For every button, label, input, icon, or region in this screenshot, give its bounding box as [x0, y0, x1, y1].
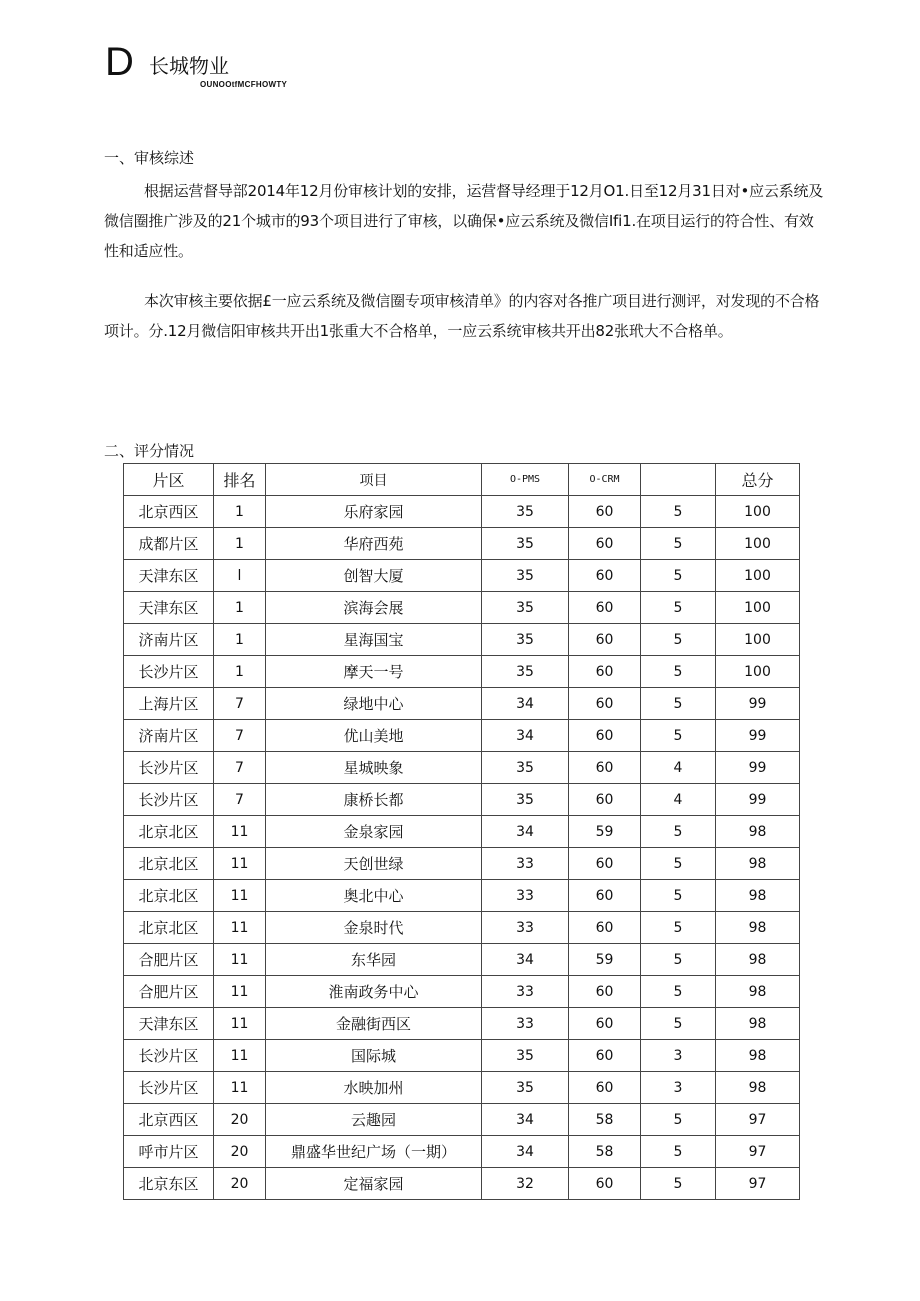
cell-project: 奥北中心 — [266, 880, 482, 912]
cell-area: 天津东区 — [124, 1008, 214, 1040]
table-header-row — [124, 464, 800, 496]
cell-opms: 35 — [482, 784, 569, 816]
cell-project: 东华园 — [266, 944, 482, 976]
cell-total: 98 — [716, 976, 800, 1008]
cell-total: 99 — [716, 720, 800, 752]
cell-extra: 4 — [641, 752, 716, 784]
cell-total: 98 — [716, 1008, 800, 1040]
table-row — [124, 1040, 800, 1072]
cell-total: 98 — [716, 880, 800, 912]
cell-rank: 11 — [214, 976, 266, 1008]
cell-total: 100 — [716, 560, 800, 592]
cell-total: 97 — [716, 1104, 800, 1136]
cell-ocrm: 60 — [569, 848, 641, 880]
cell-area: 济南片区 — [124, 720, 214, 752]
cell-opms: 34 — [482, 688, 569, 720]
cell-rank: 1 — [214, 656, 266, 688]
cell-ocrm: 60 — [569, 592, 641, 624]
cell-project: 绿地中心 — [266, 688, 482, 720]
table-body — [124, 496, 800, 1200]
cell-area: 长沙片区 — [124, 784, 214, 816]
cell-total: 100 — [716, 528, 800, 560]
company-subtitle: OUNOOtfMCFHOWTY — [200, 80, 288, 89]
header-total: 总分 — [716, 464, 800, 496]
cell-extra: 5 — [641, 816, 716, 848]
cell-extra: 5 — [641, 1136, 716, 1168]
cell-rank: 20 — [214, 1168, 266, 1200]
table-row — [124, 1168, 800, 1200]
cell-extra: 5 — [641, 656, 716, 688]
cell-ocrm: 60 — [569, 656, 641, 688]
cell-area: 天津东区 — [124, 592, 214, 624]
table-row — [124, 1104, 800, 1136]
company-logo — [105, 40, 288, 89]
cell-project: 康桥长都 — [266, 784, 482, 816]
cell-rank: 7 — [214, 752, 266, 784]
cell-area: 北京西区 — [124, 1104, 214, 1136]
cell-area: 北京北区 — [124, 848, 214, 880]
cell-ocrm: 58 — [569, 1136, 641, 1168]
cell-ocrm: 60 — [569, 496, 641, 528]
table-row — [124, 528, 800, 560]
cell-project: 星城映象 — [266, 752, 482, 784]
cell-opms: 35 — [482, 656, 569, 688]
cell-project: 创智大厦 — [266, 560, 482, 592]
company-name: 长城物业 — [149, 54, 229, 78]
cell-opms: 33 — [482, 976, 569, 1008]
cell-extra: 5 — [641, 688, 716, 720]
cell-area: 合肥片区 — [124, 976, 214, 1008]
cell-area: 北京东区 — [124, 1168, 214, 1200]
cell-ocrm: 60 — [569, 752, 641, 784]
cell-project: 水映加州 — [266, 1072, 482, 1104]
cell-opms: 35 — [482, 1040, 569, 1072]
cell-opms: 35 — [482, 592, 569, 624]
paragraph-1: 根据运营督导部2014年12月份审核计划的安排，运营督导经理于12月O1.日至12月31日对•应云系统及微信圈推广涉及的21个城市的93个项目进行了审核，以确保•应云系统及微信Ifi1.在项目运行的符合性、有效性和适应性。 — [104, 182, 824, 260]
section-1-title: 一、审核综述 — [104, 149, 195, 167]
cell-area: 长沙片区 — [124, 1072, 214, 1104]
cell-opms: 35 — [482, 752, 569, 784]
cell-opms: 34 — [482, 944, 569, 976]
paragraph-2: 本次审核主要依据£一应云系统及微信圈专项审核清单》的内容对各推广项目进行测评，对发现的不合格项计。分.12月微信阳审核共开出1张重大不合格单，一应云系统审核共开出82张玳大不合格单。 — [104, 292, 820, 340]
cell-rank: 7 — [214, 784, 266, 816]
cell-rank: 1 — [214, 624, 266, 656]
table-row — [124, 1008, 800, 1040]
cell-ocrm: 60 — [569, 720, 641, 752]
cell-extra: 5 — [641, 720, 716, 752]
cell-ocrm: 60 — [569, 624, 641, 656]
table-row — [124, 1072, 800, 1104]
cell-rank: 20 — [214, 1104, 266, 1136]
cell-project: 天创世绿 — [266, 848, 482, 880]
cell-opms: 34 — [482, 816, 569, 848]
cell-project: 金泉家园 — [266, 816, 482, 848]
cell-area: 呼市片区 — [124, 1136, 214, 1168]
cell-total: 98 — [716, 944, 800, 976]
cell-opms: 34 — [482, 720, 569, 752]
section-2-title: 二、评分情况 — [104, 442, 195, 460]
header-area: 片区 — [124, 464, 214, 496]
score-table — [123, 463, 800, 1200]
cell-project: 云趣园 — [266, 1104, 482, 1136]
cell-extra: 5 — [641, 944, 716, 976]
cell-opms: 35 — [482, 528, 569, 560]
cell-rank: 11 — [214, 816, 266, 848]
cell-ocrm: 60 — [569, 784, 641, 816]
cell-area: 北京西区 — [124, 496, 214, 528]
cell-total: 99 — [716, 784, 800, 816]
cell-total: 98 — [716, 1072, 800, 1104]
cell-area: 长沙片区 — [124, 656, 214, 688]
cell-project: 滨海会展 — [266, 592, 482, 624]
header-ocrm: O-CRM — [569, 464, 641, 496]
table-row — [124, 624, 800, 656]
cell-rank: 11 — [214, 1072, 266, 1104]
table-row — [124, 560, 800, 592]
cell-extra: 5 — [641, 496, 716, 528]
cell-area: 北京北区 — [124, 880, 214, 912]
table-row — [124, 848, 800, 880]
cell-ocrm: 60 — [569, 912, 641, 944]
cell-opms: 33 — [482, 880, 569, 912]
header-opms: O-PMS — [482, 464, 569, 496]
cell-opms: 35 — [482, 1072, 569, 1104]
cell-ocrm: 59 — [569, 944, 641, 976]
table-row — [124, 720, 800, 752]
cell-project: 淮南政务中心 — [266, 976, 482, 1008]
cell-project: 国际城 — [266, 1040, 482, 1072]
cell-project: 星海国宝 — [266, 624, 482, 656]
cell-ocrm: 58 — [569, 1104, 641, 1136]
table-row — [124, 944, 800, 976]
table-row — [124, 592, 800, 624]
cell-rank: 1 — [214, 528, 266, 560]
table-row — [124, 1136, 800, 1168]
cell-extra: 5 — [641, 880, 716, 912]
cell-total: 100 — [716, 592, 800, 624]
cell-total: 98 — [716, 912, 800, 944]
cell-project: 定福家园 — [266, 1168, 482, 1200]
cell-opms: 35 — [482, 624, 569, 656]
cell-area: 合肥片区 — [124, 944, 214, 976]
logo-mark: D — [105, 40, 133, 84]
cell-extra: 5 — [641, 1168, 716, 1200]
cell-rank: 11 — [214, 912, 266, 944]
cell-total: 99 — [716, 752, 800, 784]
cell-total: 100 — [716, 496, 800, 528]
cell-extra: 5 — [641, 560, 716, 592]
header-blank — [641, 464, 716, 496]
cell-total: 98 — [716, 848, 800, 880]
table-row — [124, 752, 800, 784]
cell-extra: 5 — [641, 592, 716, 624]
cell-project: 摩天一号 — [266, 656, 482, 688]
cell-rank: 7 — [214, 720, 266, 752]
cell-rank: 11 — [214, 944, 266, 976]
cell-project: 华府西苑 — [266, 528, 482, 560]
cell-ocrm: 60 — [569, 1040, 641, 1072]
cell-ocrm: 60 — [569, 880, 641, 912]
cell-project: 鼎盛华世纪广场（一期） — [266, 1136, 482, 1168]
cell-project: 金泉时代 — [266, 912, 482, 944]
cell-area: 北京北区 — [124, 816, 214, 848]
table-row — [124, 912, 800, 944]
cell-opms: 33 — [482, 912, 569, 944]
cell-rank: l — [214, 560, 266, 592]
cell-area: 长沙片区 — [124, 1040, 214, 1072]
table-row — [124, 880, 800, 912]
cell-extra: 5 — [641, 528, 716, 560]
cell-total: 97 — [716, 1136, 800, 1168]
cell-extra: 3 — [641, 1072, 716, 1104]
cell-extra: 5 — [641, 1008, 716, 1040]
cell-area: 天津东区 — [124, 560, 214, 592]
cell-area: 成都片区 — [124, 528, 214, 560]
cell-total: 98 — [716, 816, 800, 848]
cell-project: 金融街西区 — [266, 1008, 482, 1040]
cell-area: 上海片区 — [124, 688, 214, 720]
cell-rank: 11 — [214, 880, 266, 912]
cell-project: 优山美地 — [266, 720, 482, 752]
cell-total: 99 — [716, 688, 800, 720]
cell-rank: 11 — [214, 1008, 266, 1040]
header-rank: 排名 — [214, 464, 266, 496]
cell-opms: 33 — [482, 1008, 569, 1040]
cell-opms: 34 — [482, 1136, 569, 1168]
cell-extra: 4 — [641, 784, 716, 816]
cell-ocrm: 60 — [569, 1072, 641, 1104]
cell-rank: 20 — [214, 1136, 266, 1168]
cell-ocrm: 60 — [569, 560, 641, 592]
table-row — [124, 816, 800, 848]
table-row — [124, 656, 800, 688]
cell-ocrm: 59 — [569, 816, 641, 848]
cell-ocrm: 60 — [569, 528, 641, 560]
cell-extra: 3 — [641, 1040, 716, 1072]
cell-opms: 35 — [482, 560, 569, 592]
cell-ocrm: 60 — [569, 688, 641, 720]
header-project: 项目 — [266, 464, 482, 496]
table-row — [124, 496, 800, 528]
cell-opms: 35 — [482, 496, 569, 528]
cell-ocrm: 60 — [569, 1168, 641, 1200]
table-row — [124, 688, 800, 720]
cell-extra: 5 — [641, 976, 716, 1008]
cell-extra: 5 — [641, 624, 716, 656]
cell-extra: 5 — [641, 848, 716, 880]
cell-ocrm: 60 — [569, 976, 641, 1008]
cell-total: 100 — [716, 624, 800, 656]
cell-rank: 1 — [214, 496, 266, 528]
cell-total: 100 — [716, 656, 800, 688]
cell-extra: 5 — [641, 912, 716, 944]
cell-project: 乐府家园 — [266, 496, 482, 528]
cell-rank: 11 — [214, 1040, 266, 1072]
cell-area: 北京北区 — [124, 912, 214, 944]
cell-extra: 5 — [641, 1104, 716, 1136]
cell-opms: 34 — [482, 1104, 569, 1136]
cell-opms: 32 — [482, 1168, 569, 1200]
cell-rank: 11 — [214, 848, 266, 880]
table-row — [124, 976, 800, 1008]
cell-area: 长沙片区 — [124, 752, 214, 784]
cell-rank: 7 — [214, 688, 266, 720]
table-row — [124, 784, 800, 816]
cell-ocrm: 60 — [569, 1008, 641, 1040]
cell-opms: 33 — [482, 848, 569, 880]
cell-total: 98 — [716, 1040, 800, 1072]
cell-total: 97 — [716, 1168, 800, 1200]
cell-area: 济南片区 — [124, 624, 214, 656]
cell-rank: 1 — [214, 592, 266, 624]
